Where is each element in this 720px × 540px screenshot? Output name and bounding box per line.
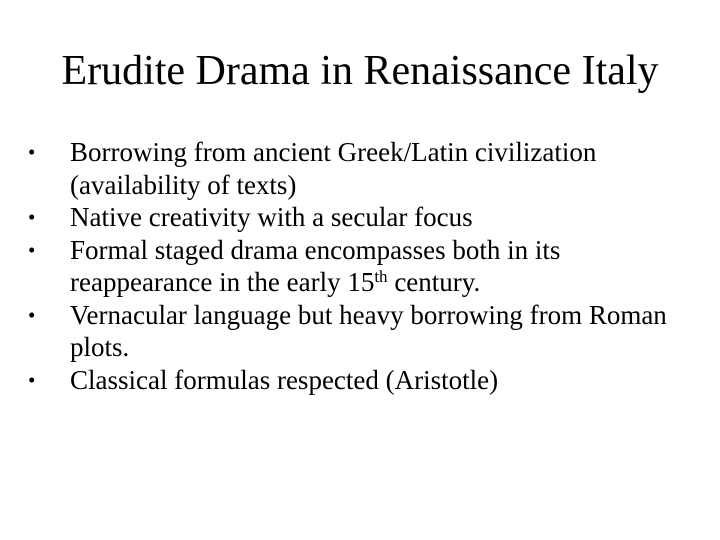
bullet-text: Classical formulas respected (Aristotle) bbox=[70, 364, 499, 395]
bullet-text: Vernacular language but heavy borrowing from Roman plots. bbox=[70, 299, 667, 362]
bullet-item-4 bbox=[28, 299, 678, 364]
bullet-text: Borrowing from ancient Greek/Latin civilization (availability of texts) bbox=[70, 137, 597, 200]
bullet-icon: • bbox=[28, 367, 36, 392]
bullet-item-2 bbox=[28, 201, 678, 234]
bullet-text-after: century. bbox=[387, 267, 481, 297]
bullet-icon: • bbox=[28, 302, 36, 327]
bullet-list bbox=[28, 136, 678, 396]
bullet-item-3 bbox=[28, 234, 678, 299]
bullet-item-5 bbox=[28, 364, 678, 397]
bullet-text: Native creativity with a secular focus bbox=[70, 202, 473, 232]
bullet-item-1 bbox=[28, 136, 678, 201]
slide-title: Erudite Drama in Renaissance Italy bbox=[61, 48, 659, 94]
bullet-text-before: Formal staged drama encompasses both in its reappearance in the early 15 bbox=[70, 234, 561, 297]
bullet-icon: • bbox=[28, 237, 36, 262]
bullet-icon: • bbox=[28, 205, 36, 229]
bullet-icon: • bbox=[28, 140, 36, 164]
superscript-ordinal: th bbox=[374, 267, 388, 286]
